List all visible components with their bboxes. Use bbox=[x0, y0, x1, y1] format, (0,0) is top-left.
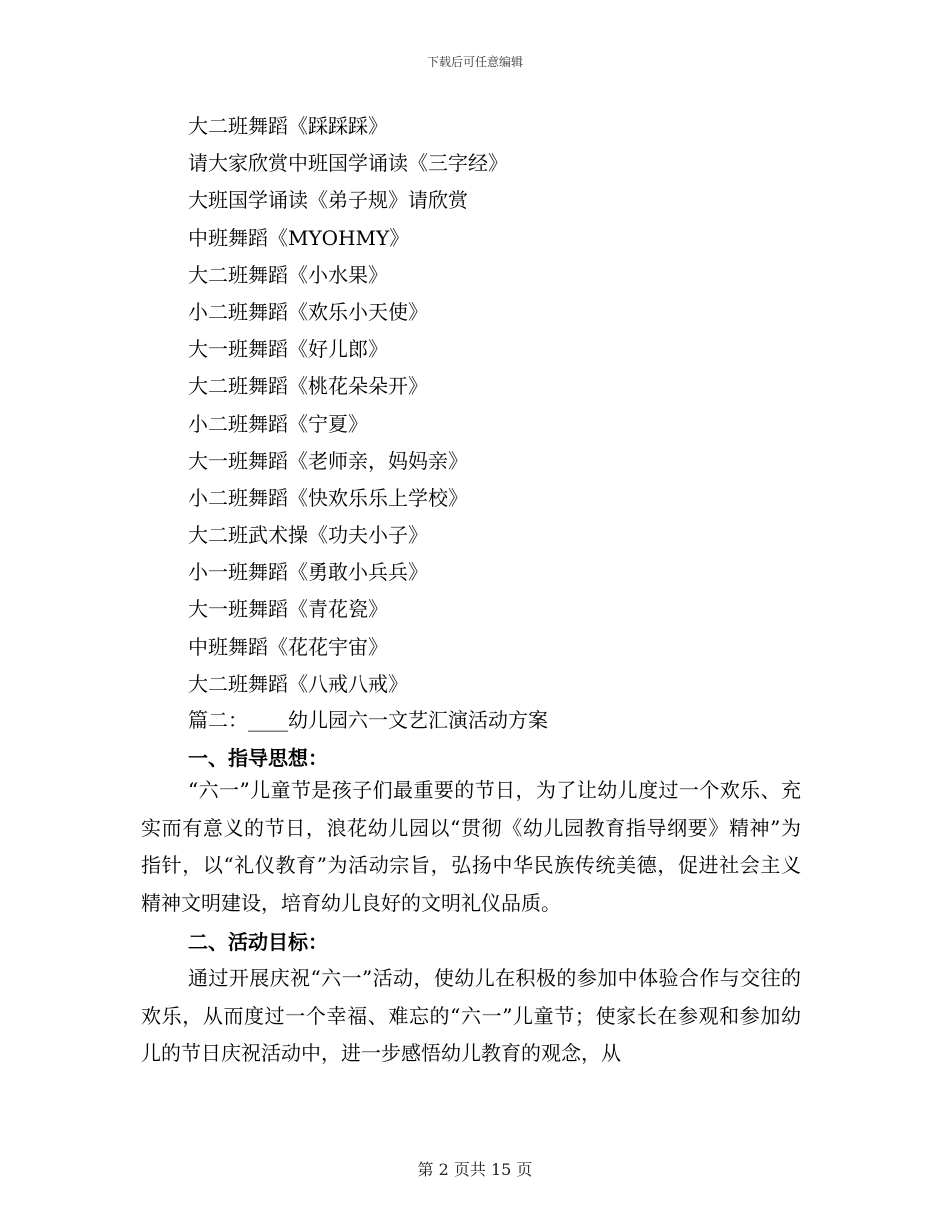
program-item: 请大家欣赏中班国学诵读《三字经》 bbox=[188, 151, 508, 176]
page-header: 下载后可任意编辑 bbox=[426, 55, 523, 69]
program-item: 大一班舞蹈《青花瓷》 bbox=[188, 597, 388, 622]
part2-title: 篇二：____幼儿园六一文艺汇演活动方案 bbox=[188, 708, 548, 732]
program-item: 大班国学诵读《弟子规》请欣赏 bbox=[188, 188, 468, 213]
program-item: 小二班舞蹈《快欢乐乐上学校》 bbox=[188, 485, 468, 510]
program-item: 小二班舞蹈《欢乐小天使》 bbox=[188, 299, 428, 324]
program-item: 大一班舞蹈《老师亲，妈妈亲》 bbox=[188, 448, 468, 473]
section-heading-guiding-ideology: 一、指导思想： bbox=[188, 746, 328, 770]
program-item: 大二班舞蹈《踩踩踩》 bbox=[188, 114, 388, 138]
program-item: 中班舞蹈《花花宇宙》 bbox=[188, 634, 388, 659]
program-item: 小二班舞蹈《宁夏》 bbox=[188, 411, 368, 436]
program-item: 小一班舞蹈《勇敢小兵兵》 bbox=[188, 560, 428, 585]
program-list bbox=[188, 108, 508, 703]
page-footer: 第 2 页共 15 页 bbox=[417, 1160, 533, 1179]
section-paragraph-guiding-ideology: “六一”儿童节是孩子们最重要的节日，为了让幼儿度过一个欢乐、充实而有意义的节日，浪花幼儿园以“贯彻《幼儿园教育指导纲要》精神”为指针，以“礼仪教育”为活动宗旨，弘扬中华民族传统美德，促进社会主义精神文明建设，培育幼儿良好的文明礼仪品质。 bbox=[141, 778, 801, 915]
program-item: 大一班舞蹈《好儿郎》 bbox=[188, 337, 388, 362]
section-heading-activity-goals: 二、活动目标： bbox=[188, 930, 328, 954]
program-item: 大二班武术操《功夫小子》 bbox=[188, 523, 428, 548]
program-item: 大二班舞蹈《桃花朵朵开》 bbox=[188, 374, 428, 399]
program-item: 中班舞蹈《MYOHMY》 bbox=[188, 225, 410, 250]
program-item: 大二班舞蹈《八戒八戒》 bbox=[188, 671, 408, 696]
program-item: 大二班舞蹈《小水果》 bbox=[188, 262, 388, 287]
section-paragraph-activity-goals: 通过开展庆祝“六一”活动，使幼儿在积极的参加中体验合作与交往的欢乐，从而度过一个幸福、难忘的“六一”儿童节；使家长在参观和参加幼儿的节日庆祝活动中，进一步感悟幼儿教育的观念，从 bbox=[141, 966, 801, 1065]
